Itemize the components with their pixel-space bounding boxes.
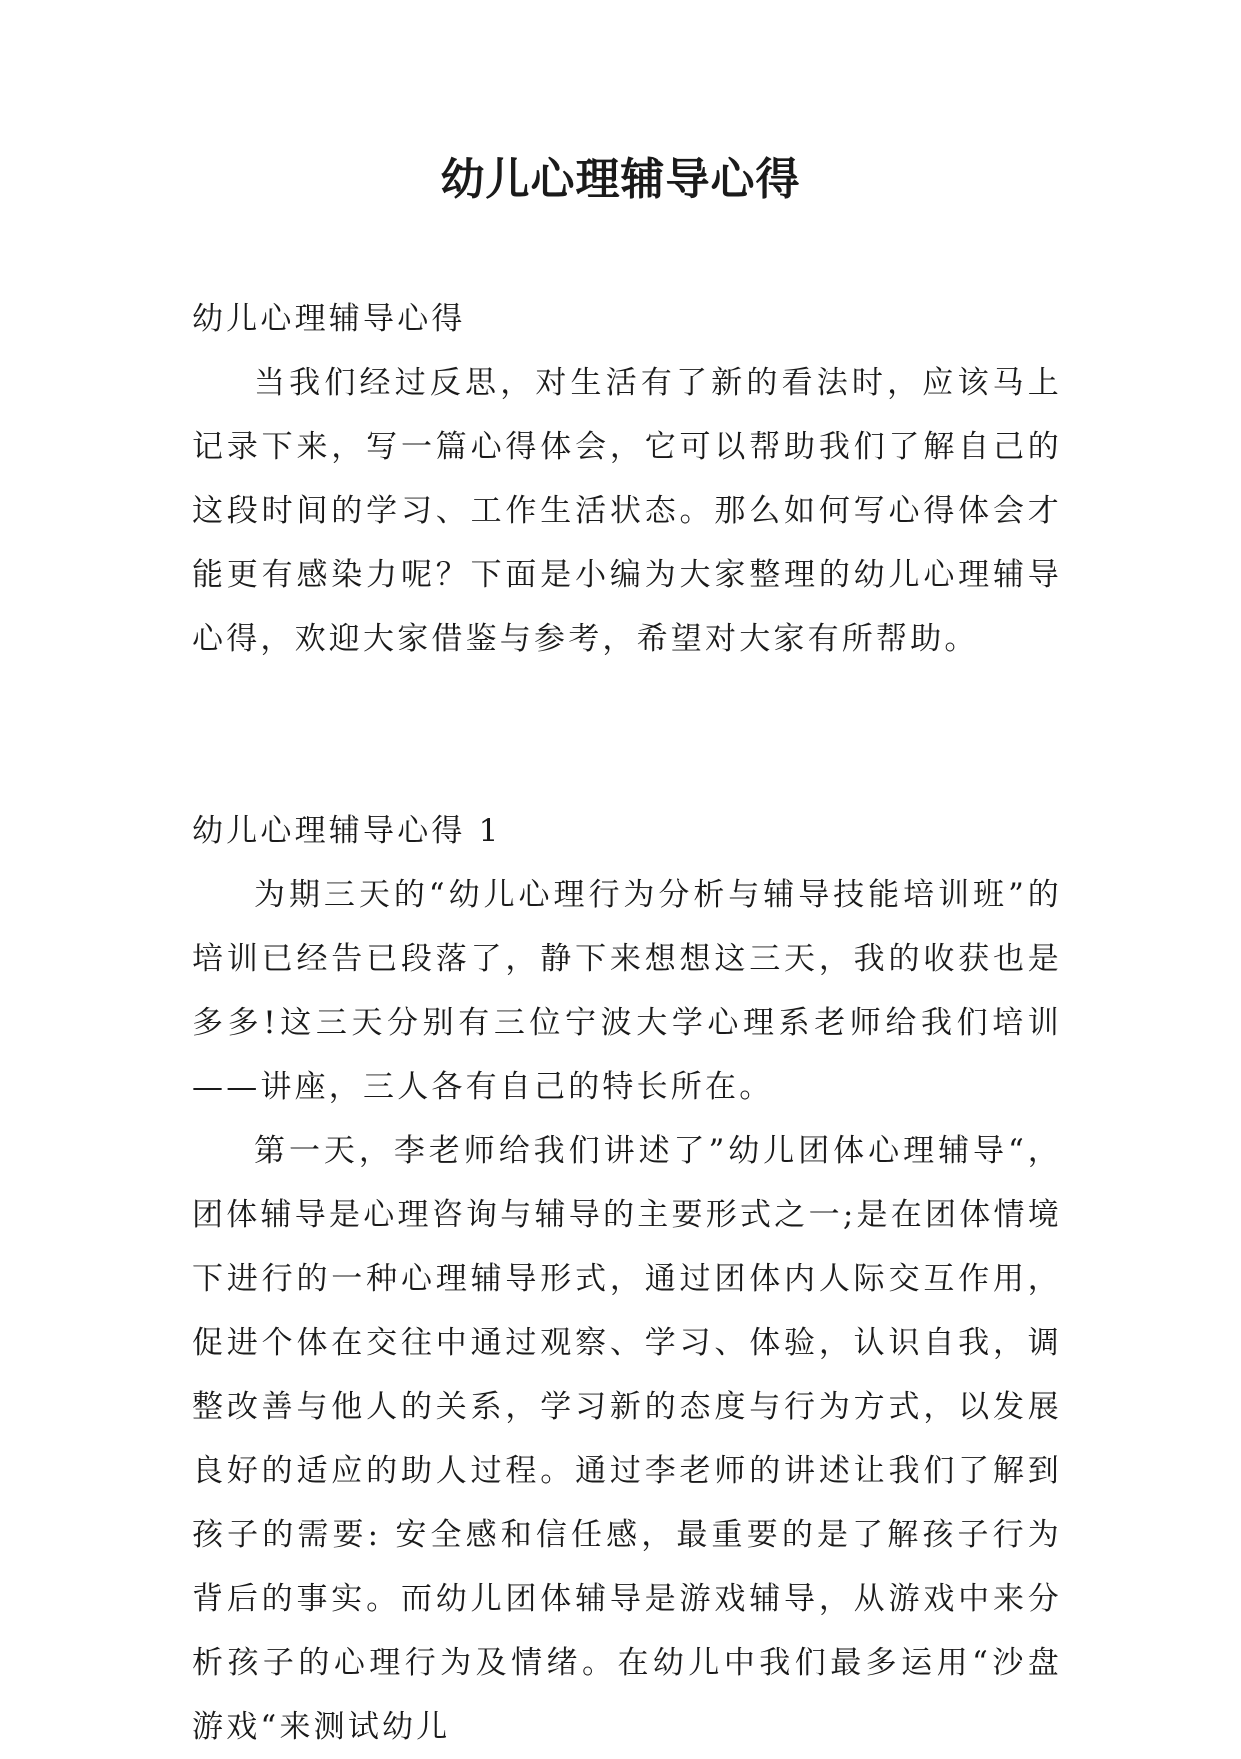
section-spacer	[192, 671, 1062, 799]
section-heading: 幼儿心理辅导心得 1	[192, 813, 502, 849]
intro-paragraph: 当我们经过反思，对生活有了新的看法时，应该马上记录下来，写一篇心得体会，它可以帮助我们了解自己的这段时间的学习、工作生活状态。那么如何写心得体会才能更有感染力呢？下面是小编为大家整理的幼儿心理辅导心得，欢迎大家借鉴与参考，希望对大家有所帮助。	[192, 365, 1062, 657]
document-body	[192, 287, 1062, 1759]
document-title: 幼儿心理辅导心得	[440, 154, 801, 205]
body-paragraph: 第一天，李老师给我们讲述了”幼儿团体心理辅导“，团体辅导是心理咨询与辅导的主要形式之一;是在团体情境下进行的一种心理辅导形式，通过团体内人际交互作用，促进个体在交往中通过观察、学习、体验，认识自我，调整改善与他人的关系，学习新的态度与行为方式，以发展良好的适应的助人过程。通过李老师的讲述让我们了解到孩子的需要: 安全感和信任感，最重要的是了解孩子行为背后的事实。而幼儿团体辅导是游戏辅导，从游戏中来分析孩子的心理行为及情绪。在幼儿中我们最多运用“沙盘游戏“来测试幼儿	[192, 1133, 1062, 1745]
document-subtitle: 幼儿心理辅导心得	[192, 301, 466, 337]
body-paragraph: 为期三天的“幼儿心理行为分析与辅导技能培训班”的培训已经告已段落了，静下来想想这三天，我的收获也是多多!这三天分别有三位宁波大学心理系老师给我们培训——讲座，三人各有自己的特长所在。	[192, 877, 1062, 1105]
